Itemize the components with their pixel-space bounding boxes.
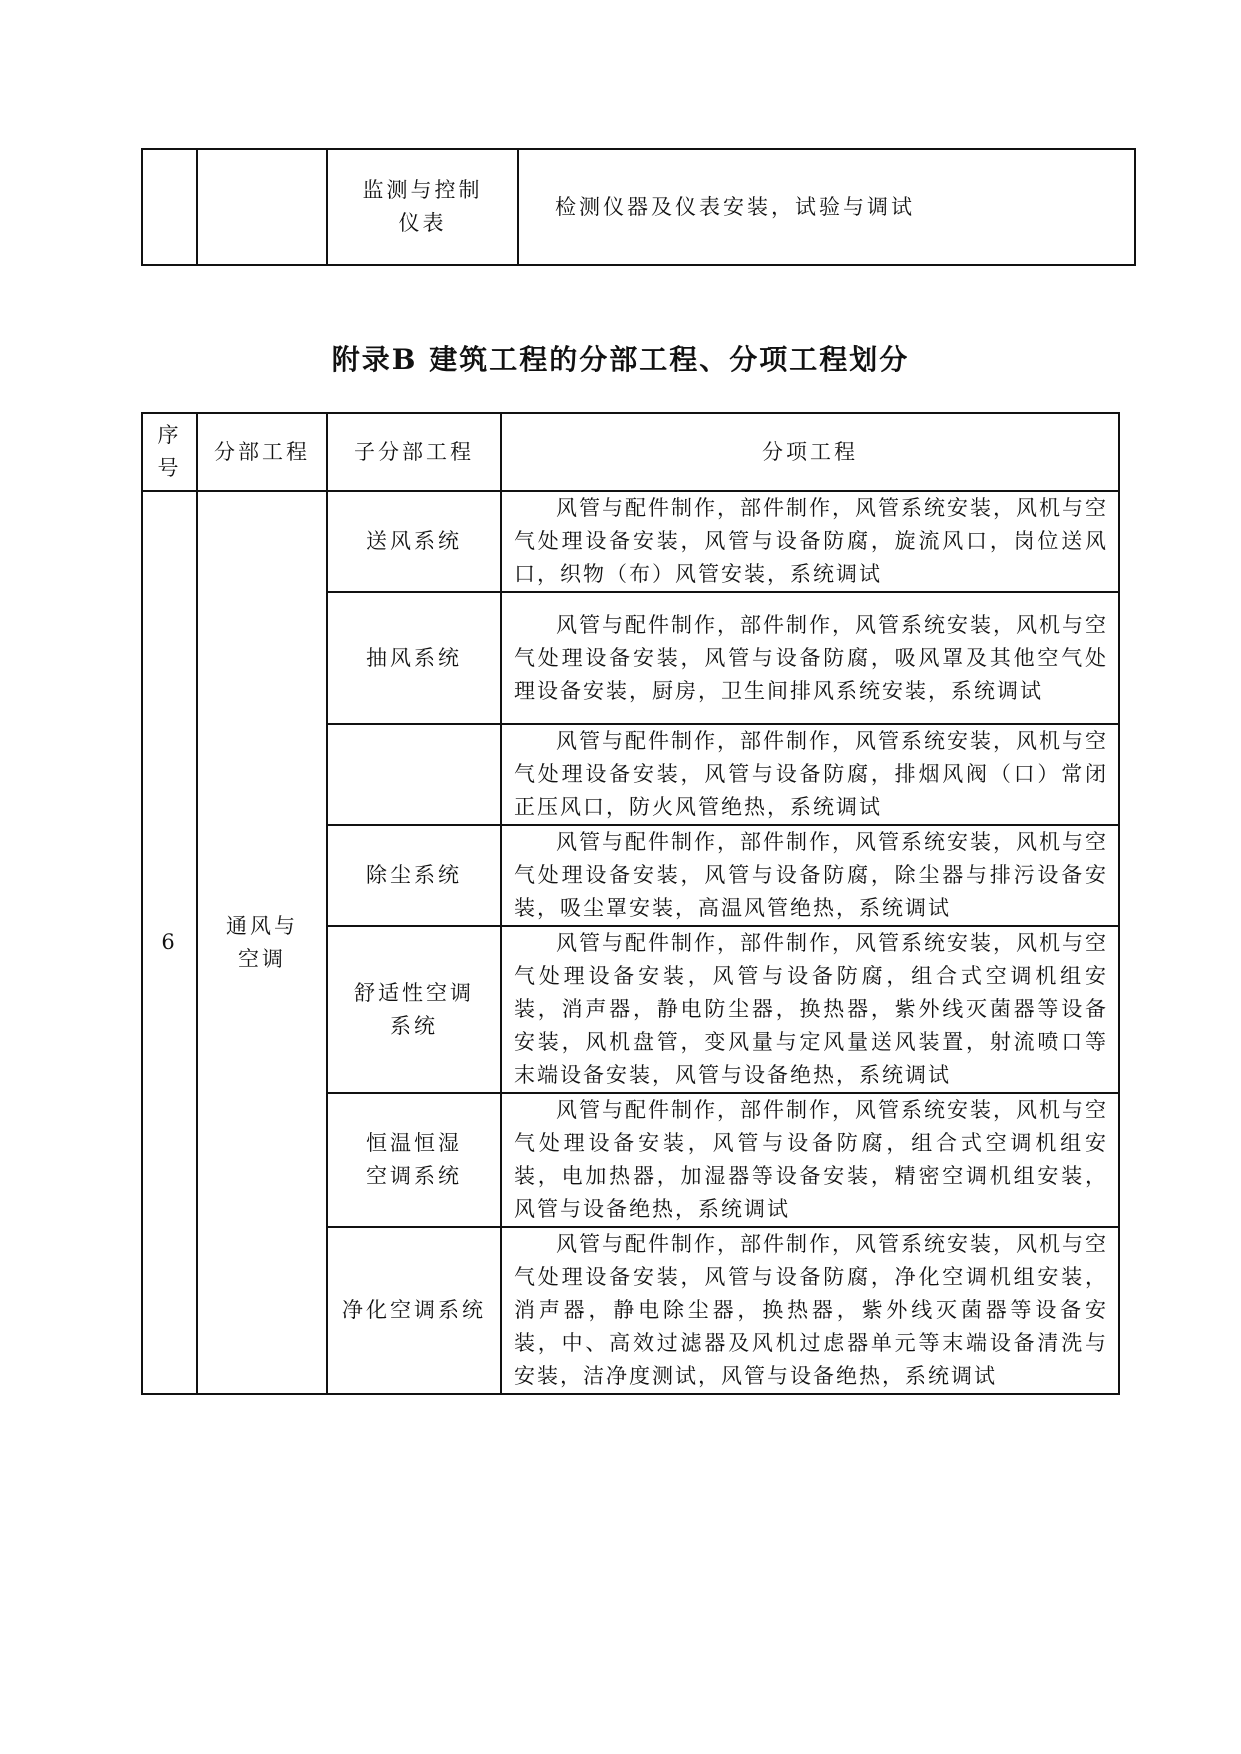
subdivision-line: 恒温恒湿 [366,1131,462,1155]
subdivision-cell [327,926,501,1093]
subdivision-line: 监测与控制 [362,178,483,202]
header-subdivision: 子分部工程 [327,413,501,491]
items-cell: 风管与配件制作，部件制作，风管系统安装，风机与空气处理设备安装，风管与设备防腐，旋流风口，岗位送风口，织物（布）风管安装，系统调试 [501,491,1119,592]
items-cell: 风管与配件制作，部件制作，风管系统安装，风机与空气处理设备安装，风管与设备防腐，吸风罩及其他空气处理设备安装，厨房，卫生间排风系统安装，系统调试 [501,592,1119,724]
seq-cell: 6 [142,491,197,1394]
page-title: 附录B 建筑工程的分部工程、分项工程划分 [331,343,910,376]
subdivision-line: 空调系统 [366,1164,462,1188]
subdivision-line: 除尘系统 [366,863,462,887]
division-table [141,412,1120,1395]
division-line: 通风与 [226,913,298,938]
subdivision-cell [327,491,501,592]
subdivision-line: 送风系统 [366,529,462,553]
subdivision-cell [327,724,501,825]
header-seq-line: 号 [157,456,182,480]
subdivision-line: 舒适性空调 [354,980,474,1005]
subdivision-line: 系统 [390,1013,438,1038]
subdivision-line: 抽风系统 [366,645,462,670]
subdivision-line: 仪表 [398,211,447,235]
items-cell: 风管与配件制作，部件制作，风管系统安装，风机与空气处理设备安装，风管与设备防腐，组合式空调机组安装，消声器，静电防尘器，换热器，紫外线灭菌器等设备安装，风机盘管，变风量与定风量送风装置，射流喷口等末端设备安装，风管与设备绝热，系统调试 [501,926,1119,1093]
header-items: 分项工程 [501,413,1119,491]
table-row [142,149,1135,265]
division-line: 空调 [238,946,286,971]
seq-cell [142,149,197,265]
continuation-table [141,148,1136,266]
division-cell [197,149,327,265]
subdivision-cell [327,149,518,265]
header-seq-line: 序 [157,423,182,447]
header-seq [142,413,197,491]
subdivision-line: 净化空调系统 [342,1298,486,1322]
division-cell [197,491,327,1394]
items-cell: 风管与配件制作，部件制作，风管系统安装，风机与空气处理设备安装，风管与设备防腐，组合式空调机组安装，电加热器，加湿器等设备安装，精密空调机组安装，风管与设备绝热，系统调试 [501,1093,1119,1227]
items-cell: 检测仪器及仪表安装，试验与调试 [518,149,1135,265]
subdivision-cell [327,1227,501,1394]
items-cell: 风管与配件制作，部件制作，风管系统安装，风机与空气处理设备安装，风管与设备防腐，除尘器与排污设备安装，吸尘罩安装，高温风管绝热，系统调试 [501,825,1119,926]
table-row [142,491,1119,592]
subdivision-cell [327,592,501,724]
subdivision-cell [327,825,501,926]
subdivision-cell [327,1093,501,1227]
header-division: 分部工程 [197,413,327,491]
items-cell: 风管与配件制作，部件制作，风管系统安装，风机与空气处理设备安装，风管与设备防腐，排烟风阀（口）常闭正压风口，防火风管绝热，系统调试 [501,724,1119,825]
header-row [142,413,1119,491]
items-cell: 风管与配件制作，部件制作，风管系统安装，风机与空气处理设备安装，风管与设备防腐，净化空调机组安装，消声器，静电除尘器，换热器，紫外线灭菌器等设备安装，中、高效过滤器及风机过虑器单元等末端设备清洗与安装，洁净度测试，风管与设备绝热，系统调试 [501,1227,1119,1394]
